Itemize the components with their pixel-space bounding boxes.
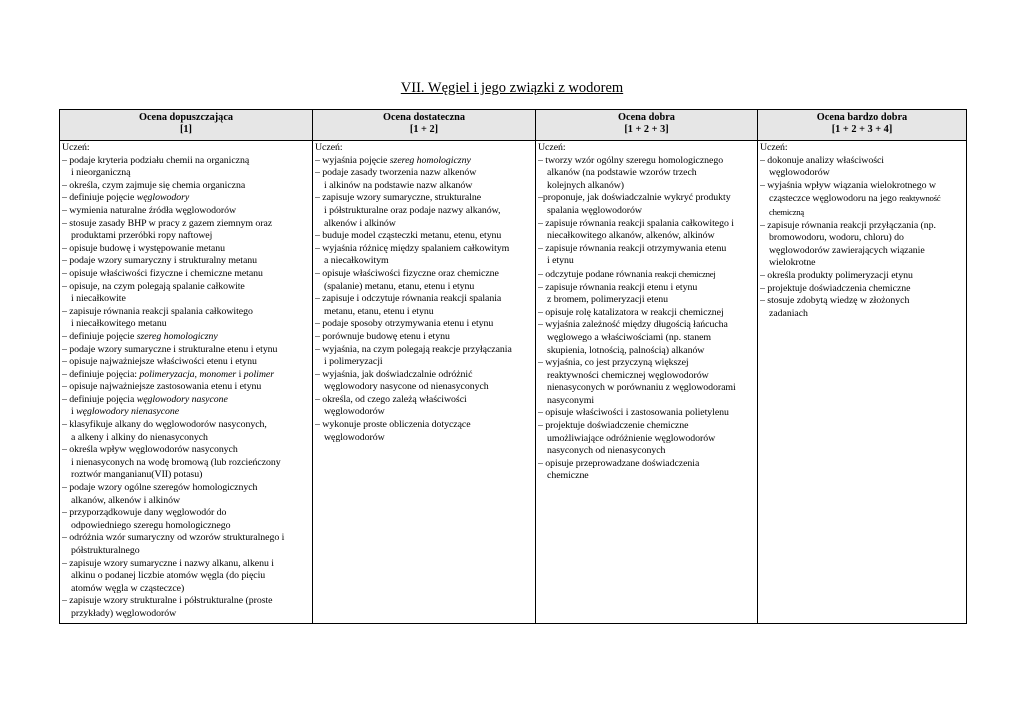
requirement-line — [760, 180, 965, 193]
requirement-line — [538, 433, 756, 446]
requirement-line — [538, 230, 756, 243]
requirement-text: węglowodorów — [324, 431, 385, 443]
requirement-line — [315, 306, 534, 319]
requirement-text: roztwór manganianu(VII) potasu) — [71, 469, 203, 481]
requirement-line — [538, 332, 756, 345]
requirement-line — [62, 331, 311, 344]
requirement-line — [62, 469, 311, 482]
requirement-text: produktami przeróbki ropy naftowej — [71, 230, 213, 242]
requirement-text: – wyjaśnia zależność między długością łańcucha — [538, 319, 728, 331]
requirement-text: węglowego a właściwościami (np. stanem — [547, 331, 712, 343]
requirement-line — [760, 245, 965, 258]
cell-intro: Uczeń: — [315, 142, 343, 153]
requirement-text: – tworzy wzór ogólny szeregu homologicznego — [538, 154, 724, 166]
requirement-text: – przyporządkowuje dany węglowodór do — [62, 507, 227, 519]
requirement-text: – wyjaśnia wpływ wiązania wielokrotnego w — [760, 179, 936, 191]
requirement-text: – odróżnia wzór sumaryczny od wzorów strukturalnego i — [62, 532, 285, 544]
requirement-line — [315, 268, 534, 281]
requirement-text: – podaje kryteria podziału chemii na organiczną — [62, 154, 250, 166]
requirement-line — [538, 155, 756, 168]
content-row — [60, 141, 967, 624]
requirement-text: – zapisuje równania reakcji spalania całkowitego — [62, 305, 253, 317]
requirement-line — [315, 432, 534, 445]
requirement-line — [760, 232, 965, 245]
requirement-line — [62, 293, 311, 306]
requirements-table — [59, 109, 967, 624]
requirement-line — [538, 167, 756, 180]
requirement-text: i alkinów na podstawie nazw alkanów — [324, 179, 473, 191]
requirement-text: węglowodorów — [769, 167, 830, 179]
requirement-term: węglowodory — [136, 192, 190, 204]
requirement-text: – definiuje pojęcia — [62, 393, 137, 405]
requirement-text: i etynu — [547, 255, 574, 267]
requirement-text: reaktywność — [899, 193, 941, 204]
requirement-text: – zapisuje równania reakcji spalania całkowitego i — [538, 217, 734, 229]
requirement-line — [62, 281, 311, 294]
requirement-line — [62, 583, 311, 596]
requirement-term: szereg homologiczny — [136, 330, 218, 342]
requirement-text: – opisuje, na czym polegają spalanie całkowite — [62, 280, 245, 292]
requirement-line — [62, 155, 311, 168]
requirement-text: – definiuje pojęcia: — [62, 368, 140, 380]
requirement-text: – buduje model cząsteczki metanu, etenu, etynu — [315, 230, 502, 242]
col-header-dostateczna — [313, 110, 536, 141]
col-header-dobra — [536, 110, 758, 141]
requirement-line — [538, 382, 756, 395]
requirement-line — [62, 520, 311, 533]
requirement-line — [62, 369, 311, 382]
requirement-text: – projektuje doświadczenia chemiczne — [760, 282, 911, 294]
requirement-line — [760, 206, 965, 220]
requirement-text: – opisuje budowę i występowanie metanu — [62, 242, 225, 254]
requirement-line — [538, 180, 756, 193]
requirement-line — [62, 457, 311, 470]
requirement-text: – podaje sposoby otrzymywania etenu i etynu — [315, 318, 494, 330]
col-header-range: [1] — [179, 124, 192, 135]
col-header-title: Ocena dostateczna — [382, 112, 466, 123]
requirement-line — [62, 406, 311, 419]
requirement-line — [315, 356, 534, 369]
requirement-text: węglowodory nasycone od nienasyconych — [324, 381, 489, 393]
requirement-text: chemiczną — [769, 206, 804, 217]
requirement-line — [538, 357, 756, 370]
requirement-line — [538, 205, 756, 218]
requirement-line — [62, 356, 311, 369]
requirement-line — [315, 205, 534, 218]
requirement-text: – opisuje rolę katalizatora w reakcji chemicznej — [538, 306, 724, 318]
requirement-text: – podaje zasady tworzenia nazw alkenów — [315, 167, 477, 179]
requirement-line — [62, 318, 311, 331]
requirement-text: alkenów i alkinów — [324, 217, 396, 229]
requirement-line — [315, 394, 534, 407]
requirement-line — [315, 180, 534, 193]
col-content-dopuszczajaca — [60, 141, 313, 624]
requirement-line — [538, 370, 756, 383]
requirement-line — [538, 445, 756, 458]
requirement-line — [538, 268, 756, 282]
requirement-text: – wyjaśnia pojęcie — [315, 154, 390, 166]
requirement-text: – określa produkty polimeryzacji etynu — [760, 269, 913, 281]
requirement-text: bromowodoru, wodoru, chloru) do — [769, 232, 904, 244]
requirement-text: – opisuje przeprowadzane doświadczenia — [538, 457, 700, 469]
requirement-line — [538, 192, 756, 205]
requirement-text: skupienia, lotnością, palnością) alkanów — [547, 344, 705, 356]
requirement-text: odpowiedniego szeregu homologicznego — [71, 519, 231, 531]
col-header-bardzo-dobra — [758, 110, 967, 141]
cell-intro: Uczeń: — [62, 142, 90, 153]
requirement-line — [760, 270, 965, 283]
col-header-title: Ocena dopuszczająca — [138, 112, 234, 123]
requirement-text: – odczytuje podane równania — [538, 268, 655, 280]
requirement-line — [538, 458, 756, 471]
requirement-text: i niecałkowite — [71, 293, 126, 305]
requirement-text: z bromem, polimeryzacji etenu — [547, 294, 669, 306]
requirement-line — [62, 192, 311, 205]
requirement-text: – opisuje właściwości fizyczne i chemiczne metanu — [62, 267, 263, 279]
requirement-line — [760, 155, 965, 168]
requirement-text: – klasyfikuje alkany do węglowodorów nasyconych, — [62, 419, 267, 431]
requirement-text: – określa, od czego zależą właściwości — [315, 393, 467, 405]
requirement-text: – projektuje doświadczenie chemiczne — [538, 420, 689, 432]
requirement-text: przykłady) węglowodorów — [71, 607, 177, 619]
requirement-text: – zapisuje równania reakcji etenu i etynu — [538, 281, 698, 293]
requirement-line — [538, 420, 756, 433]
requirement-line — [315, 281, 534, 294]
requirement-line — [62, 218, 311, 231]
requirement-line — [315, 192, 534, 205]
requirement-line — [538, 395, 756, 408]
requirement-text: – opisuje najważniejsze zastosowania etenu i etynu — [62, 381, 262, 393]
col-header-title: Ocena dobra — [618, 112, 675, 123]
requirement-text: zadaniach — [769, 307, 808, 319]
requirement-line — [315, 255, 534, 268]
requirement-text: niecałkowitego alkanów, alkenów, alkinów — [547, 230, 715, 242]
requirement-line — [62, 495, 311, 508]
requirement-line — [315, 406, 534, 419]
requirement-text: nasyconych od nienasyconych — [547, 445, 666, 457]
requirement-line — [62, 394, 311, 407]
requirement-text: wielokrotne — [769, 257, 816, 269]
requirement-text: – zapisuje wzory sumaryczne, strukturalne — [315, 192, 482, 204]
requirement-line — [62, 507, 311, 520]
col-content-dostateczna — [313, 141, 536, 624]
requirement-text: – zapisuje równania reakcji przyłączania (np. — [760, 219, 936, 231]
requirement-text: i półstrukturalne oraz podaje nazwy alkanów, — [324, 204, 501, 216]
requirement-text: –proponuje, jak doświadczalnie wykryć produkty — [538, 192, 731, 204]
requirement-term: polimeryzacja — [139, 368, 195, 380]
requirement-line — [62, 230, 311, 243]
requirement-text: – wymienia naturalne źródła węglowodorów — [62, 204, 237, 216]
requirement-line — [315, 331, 534, 344]
cell-intro: Uczeń: — [760, 142, 788, 153]
requirement-text: alkanów, alkenów i alkinów — [71, 494, 181, 506]
requirement-text: – dokonuje analizy właściwości — [760, 154, 884, 166]
requirement-line — [760, 220, 965, 233]
requirement-text: (spalanie) metanu, etanu, etenu i etynu — [324, 280, 475, 292]
col-header-range: [1 + 2] — [409, 124, 439, 135]
requirement-text: – opisuje właściwości i zastosowania polietylenu — [538, 407, 729, 419]
requirement-text: – podaje wzory sumaryczne i strukturalne etenu i etynu — [62, 343, 278, 355]
requirement-line — [315, 369, 534, 382]
requirement-line — [62, 381, 311, 394]
requirement-text: atomów węgla w cząsteczce) — [71, 582, 185, 594]
col-header-range: [1 + 2 + 3] — [624, 124, 669, 135]
requirement-text: reaktywności chemicznej węglowodorów — [547, 369, 709, 381]
requirement-line — [62, 306, 311, 319]
requirement-text: a alkeny i alkiny do nienasyconych — [71, 431, 208, 443]
requirement-text: – podaje wzory sumaryczny i strukturalny metanu — [62, 255, 258, 267]
requirement-line — [62, 545, 311, 558]
col-header-title: Ocena bardzo dobra — [816, 112, 908, 123]
requirement-text: – zapisuje wzory strukturalne i półstrukturalne (proste — [62, 595, 273, 607]
requirement-text: węglowodorów — [324, 406, 385, 418]
requirement-line — [62, 180, 311, 193]
requirement-line — [62, 419, 311, 432]
requirement-line — [538, 470, 756, 483]
requirement-line — [538, 407, 756, 420]
requirement-line — [62, 432, 311, 445]
requirement-text: cząsteczce węglowodoru na jego — [769, 193, 900, 205]
requirement-text: nasyconymi — [547, 394, 595, 406]
requirement-line — [315, 218, 534, 231]
requirement-line — [538, 282, 756, 295]
requirement-line — [315, 318, 534, 331]
requirement-text: – zapisuje wzory sumaryczne i nazwy alkanu, alkenu i — [62, 557, 274, 569]
requirement-text: nienasyconych w porównaniu z węglowodorami — [547, 382, 736, 394]
requirement-line — [315, 293, 534, 306]
requirement-text: – stosuje zdobytą wiedzę w złożonych — [760, 295, 910, 307]
requirement-term: monomer — [199, 368, 237, 380]
requirement-line — [315, 419, 534, 432]
requirement-line — [760, 283, 965, 296]
requirement-line — [315, 344, 534, 357]
requirement-line — [62, 444, 311, 457]
requirement-line — [538, 243, 756, 256]
requirement-text: – wyjaśnia, jak doświadczalnie odróżnić — [315, 368, 473, 380]
requirement-text: i nieorganiczną — [71, 167, 131, 179]
requirement-text: – stosuje zasady BHP w pracy z gazem ziemnym oraz — [62, 217, 273, 229]
requirement-text: – opisuje najważniejsze właściwości etenu i etynu — [62, 356, 257, 368]
requirement-line — [315, 230, 534, 243]
requirement-text: chemiczne — [547, 470, 589, 482]
requirement-text: – zapisuje równania reakcji otrzymywania etenu — [538, 242, 727, 254]
requirement-text: , — [194, 368, 200, 380]
requirement-text: – wyjaśnia, na czym polegają reakcje przyłączania — [315, 343, 512, 355]
requirement-line — [538, 255, 756, 268]
requirement-text: spalania węglowodorów — [547, 204, 642, 216]
requirement-text: i — [71, 406, 77, 418]
requirement-text: i nienasyconych na wodę bromową (lub rozcieńczony — [71, 456, 281, 468]
requirement-text: umożliwiające odróżnienie węglowodorów — [547, 432, 716, 444]
requirement-line — [760, 308, 965, 321]
requirement-line — [62, 243, 311, 256]
requirement-text: – definiuje pojęcie — [62, 330, 137, 342]
requirement-line — [315, 155, 534, 168]
requirement-text: – określa wpływ węglowodorów nasyconych — [62, 444, 238, 456]
requirement-line — [760, 257, 965, 270]
requirement-line — [62, 255, 311, 268]
requirement-line — [62, 595, 311, 608]
requirement-text: metanu, etanu, etenu i etynu — [324, 305, 434, 317]
requirement-line — [62, 558, 311, 571]
requirement-line — [62, 532, 311, 545]
requirement-line — [62, 344, 311, 357]
page-title: VII. Węgiel i jego związki z wodorem — [400, 80, 624, 96]
requirement-line — [315, 243, 534, 256]
col-header-dopuszczajaca — [60, 110, 313, 141]
requirement-text: alkinu o podanej liczbie atomów węgla (do pięciu — [71, 570, 266, 582]
requirement-text: – zapisuje i odczytuje równania reakcji spalania — [315, 293, 502, 305]
requirement-text: – podaje wzory ogólne szeregów homologicznych — [62, 482, 258, 494]
requirement-text: – opisuje właściwości fizyczne oraz chemiczne — [315, 267, 499, 279]
cell-intro: Uczeń: — [538, 142, 566, 153]
requirement-term: polimer — [243, 368, 274, 380]
requirement-line — [62, 608, 311, 621]
requirement-text: kolejnych alkanów) — [547, 179, 625, 191]
requirement-term: węglowodory nienasycone — [76, 406, 180, 418]
requirement-text: – wyjaśnia, co jest przyczyną większej — [538, 357, 689, 369]
requirement-term: szereg homologiczny — [389, 154, 471, 166]
requirement-line — [760, 192, 965, 206]
requirement-text: i niecałkowitego metanu — [71, 318, 167, 330]
requirement-line — [538, 218, 756, 231]
requirement-text: – porównuje budowę etenu i etynu — [315, 330, 450, 342]
col-content-dobra — [536, 141, 758, 624]
requirement-line — [538, 307, 756, 320]
requirement-text: węglowodorów zawierających wiązanie — [769, 244, 925, 256]
requirement-line — [62, 482, 311, 495]
requirement-line — [62, 268, 311, 281]
requirement-line — [62, 570, 311, 583]
requirement-line — [62, 167, 311, 180]
requirement-line — [760, 167, 965, 180]
requirement-text: alkanów (na podstawie wzorów trzech — [547, 167, 697, 179]
requirement-text: i — [236, 368, 244, 380]
col-header-range: [1 + 2 + 3 + 4] — [831, 124, 893, 135]
requirement-text: a niecałkowitym — [324, 255, 389, 267]
header-row — [60, 110, 967, 141]
requirement-line — [315, 381, 534, 394]
requirement-line — [760, 295, 965, 308]
requirement-text: – wyjaśnia różnicę między spalaniem całkowitym — [315, 242, 510, 254]
requirement-term: węglowodory nasycone — [136, 393, 228, 405]
requirement-text: reakcji chemicznej — [654, 268, 716, 279]
requirement-line — [62, 205, 311, 218]
requirement-line — [315, 167, 534, 180]
col-content-bardzo-dobra — [758, 141, 967, 624]
requirement-line — [538, 294, 756, 307]
requirement-text: półstrukturalnego — [71, 545, 140, 556]
requirement-line — [538, 345, 756, 358]
requirement-text: i polimeryzacji — [324, 356, 383, 368]
requirement-text: – określa, czym zajmuje się chemia organiczna — [62, 179, 246, 191]
requirement-line — [538, 319, 756, 332]
requirement-text: – wykonuje proste obliczenia dotyczące — [315, 419, 471, 431]
requirement-text: – definiuje pojęcie — [62, 192, 137, 204]
